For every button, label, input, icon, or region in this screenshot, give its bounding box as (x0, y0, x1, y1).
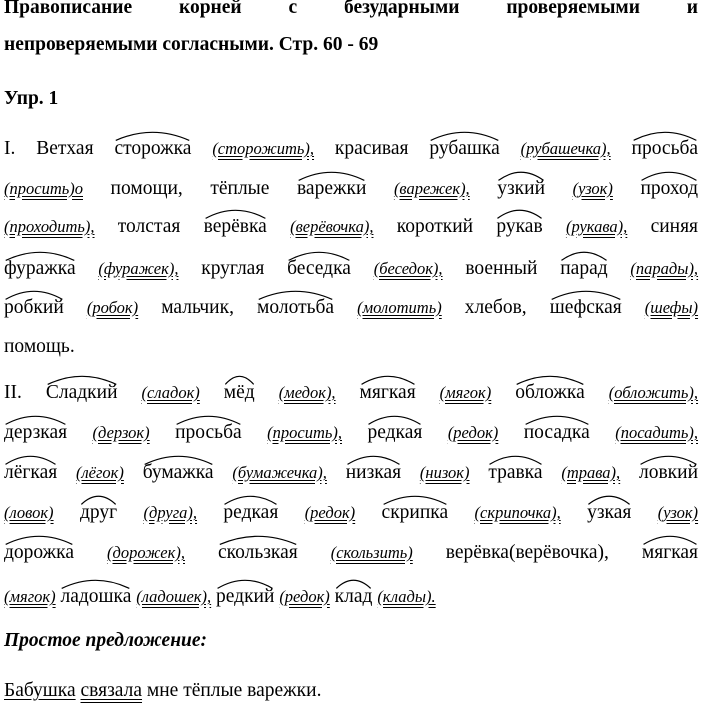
root-word: ловкий (639, 453, 698, 484)
check-word: (редок) (447, 423, 499, 442)
root-word: узкая (587, 493, 631, 524)
text-line (4, 258, 698, 280)
check-word: (узок) (572, 179, 613, 198)
root-word: мягкая (360, 373, 416, 404)
word: синяя (650, 216, 699, 237)
check-word: (клады). (377, 587, 436, 606)
check-word: (сторожить), (212, 139, 315, 158)
sentence-predicate: связала (80, 680, 143, 701)
check-word: (друга), (143, 503, 198, 522)
root-word: бумажка (143, 453, 214, 484)
text-line (4, 422, 698, 444)
root-word: варежки (297, 169, 366, 200)
root-word: проход (640, 169, 698, 200)
root-word: мёд (224, 373, 255, 404)
root-word: низкая (346, 453, 401, 484)
root-word: дорожка (4, 533, 74, 564)
root-word: скрипка (382, 493, 449, 524)
word: толстая (117, 216, 181, 237)
check-word: (проходить), (4, 217, 95, 236)
root-word: обложка (515, 373, 585, 404)
root-word: скользкая (218, 533, 298, 564)
sentence-subject: Бабушка (4, 680, 76, 701)
text-line (4, 138, 698, 160)
word: помощи, (110, 178, 183, 199)
text-line (4, 336, 75, 358)
root-word: клад (335, 577, 373, 608)
check-word: (просить), (267, 423, 342, 442)
word: короткий (396, 216, 474, 237)
root-word: узкий (497, 169, 545, 200)
check-word: (мягок) (439, 383, 492, 402)
check-word: (шефы) (644, 298, 699, 317)
root-word: верёвка (204, 207, 267, 238)
check-word: (ловок) (4, 503, 54, 522)
exercise-label: Упр. 1 (4, 88, 59, 109)
check-word: (просить)о (4, 179, 83, 198)
word: военный (465, 258, 538, 279)
check-word: (бумажечка), (232, 463, 327, 482)
check-word: (беседок), (373, 259, 443, 278)
word: I. (4, 138, 16, 159)
check-word: (ладошек), (136, 587, 212, 606)
check-word: (фуражек), (98, 259, 179, 278)
section-heading: Простое предложение: (4, 630, 208, 651)
text-line (4, 178, 698, 200)
root-word: Сладкий (46, 373, 118, 404)
text-line (4, 542, 698, 564)
check-word: (скользить) (330, 543, 413, 562)
check-word: (мягок) (4, 587, 56, 606)
check-word: (дерзок) (92, 423, 150, 442)
check-word: (молотить) (357, 298, 442, 317)
word: II. (4, 382, 22, 403)
check-word: (редок) (304, 503, 356, 522)
root-word: мягкая (642, 533, 698, 564)
check-word: (редок) (279, 587, 330, 606)
check-word: (обложить), (608, 383, 699, 402)
word: верёвка(верёвочка), (445, 542, 609, 563)
text-line (4, 216, 698, 238)
word: помощь. (4, 336, 75, 357)
check-word: (скрипочка), (474, 503, 561, 522)
check-word: (верёвочка), (290, 217, 374, 236)
check-word: (трава), (561, 463, 621, 482)
document-title-line-1: Правописание корней с безударными проверяемыми и (4, 0, 698, 18)
root-word: сторожка (114, 129, 191, 160)
word: хлебов, (464, 297, 527, 318)
root-word: редкий (216, 577, 274, 608)
example-sentence (4, 680, 321, 702)
check-word: (робок) (86, 298, 139, 317)
root-word: молотьба (257, 288, 334, 319)
root-word: рукав (496, 207, 542, 238)
check-word: (парады), (630, 259, 699, 278)
check-word: (медок), (278, 383, 336, 402)
check-word: (узок) (657, 503, 699, 522)
check-word: (рукава), (565, 217, 628, 236)
check-word: (сладок) (141, 383, 200, 402)
text-line (4, 297, 698, 319)
check-word: (дорожек), (106, 543, 185, 562)
text-line (4, 502, 698, 524)
root-word: посадка (524, 413, 590, 444)
root-word: шефская (550, 288, 622, 319)
word: тёплые (210, 178, 270, 199)
root-word: парад (560, 249, 607, 280)
check-word: (лёгок) (75, 463, 124, 482)
word: красивая (334, 138, 409, 159)
root-word: ладошка (60, 577, 131, 608)
root-word: лёгкая (4, 453, 57, 484)
root-word: фуражка (4, 249, 76, 280)
text-line (4, 382, 698, 404)
word: мальчик, (161, 297, 234, 318)
root-word: травка (488, 453, 542, 484)
root-word: редкая (223, 493, 278, 524)
check-word: (посадить), (615, 423, 698, 442)
check-word: (низок) (419, 463, 470, 482)
root-word: робкий (4, 288, 64, 319)
check-word: (варежек), (393, 179, 470, 198)
root-word: просьба (175, 413, 242, 444)
document-title-line-2: непроверяемыми согласными. Стр. 60 - 69 (4, 34, 379, 55)
root-word: дерзкая (4, 413, 67, 444)
word: круглая (201, 258, 265, 279)
root-word: беседка (287, 249, 351, 280)
text-line (4, 586, 436, 608)
check-word: (рубашечка), (520, 139, 611, 158)
word: Ветхая (36, 138, 94, 159)
root-word: просьба (632, 129, 699, 160)
root-word: друг (80, 493, 117, 524)
root-word: рубашка (429, 129, 499, 160)
root-word: редкая (367, 413, 422, 444)
sentence-rest: мне тёплые варежки. (146, 680, 322, 701)
text-line (4, 462, 698, 484)
